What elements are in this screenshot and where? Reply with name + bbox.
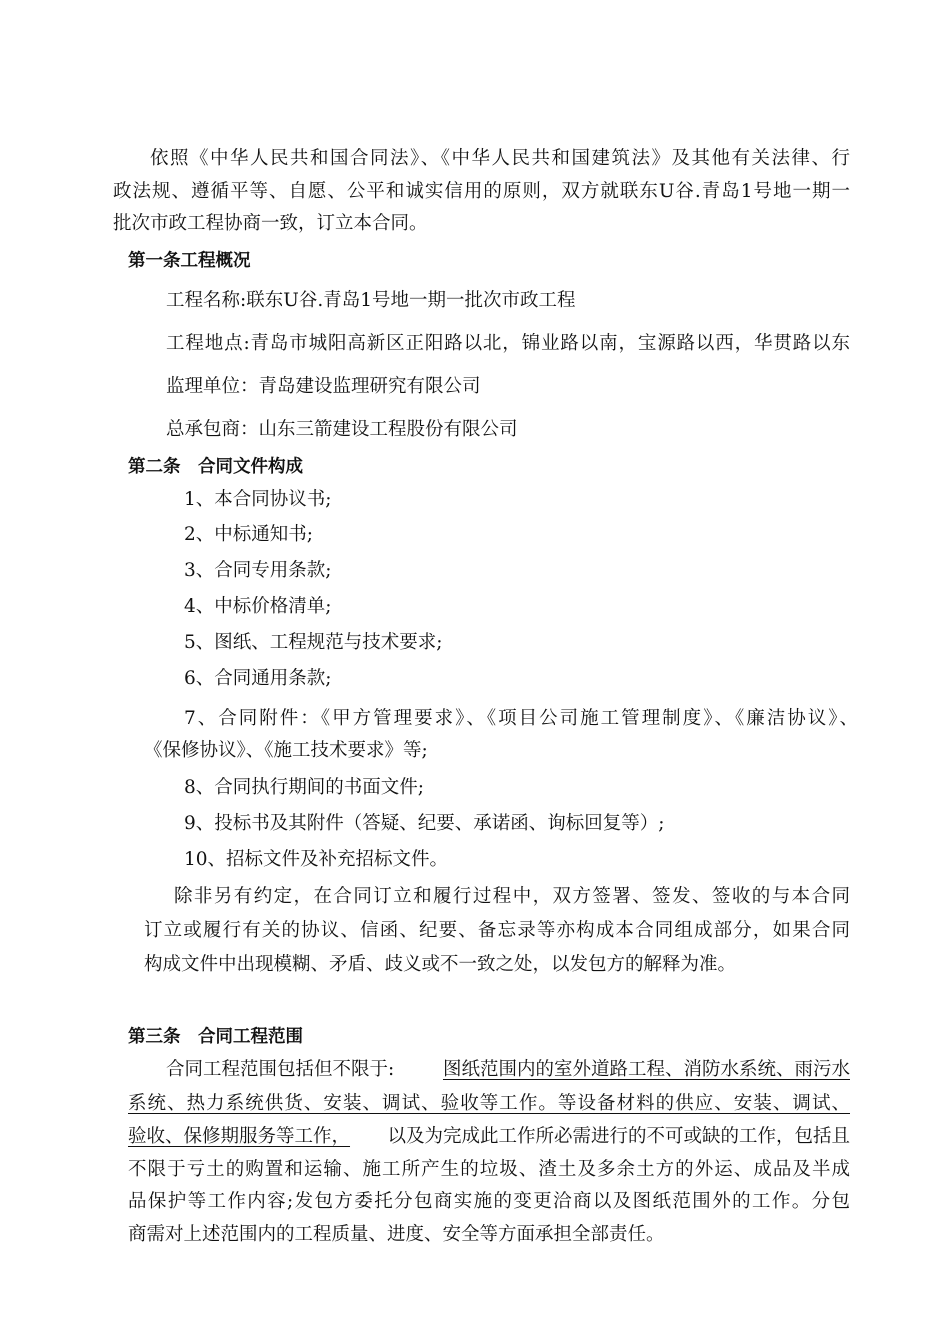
project-location: 工程地点:青岛市城阳高新区正阳路以北，锦业路以南，宝源路以西，华贯路以东: [166, 333, 850, 354]
article-2-para-line-2: 订立或履行有关的协议、信函、纪要、备忘录等亦构成本合同组成部分，如果合同: [144, 920, 850, 941]
scope-underlined: 图纸范围内的室外道路工程、消防水系统、雨污水: [442, 1059, 850, 1080]
general-contractor: 总承包商：山东三箭建设工程股份有限公司: [166, 419, 518, 440]
list-item: 3、合同专用条款;: [184, 560, 332, 581]
article-1-heading: 第一条工程概况: [128, 251, 251, 271]
scope-line-6: 商需对上述范围内的工程质量、进度、安全等方面承担全部责任。: [128, 1224, 665, 1245]
list-item: 2、中标通知书;: [184, 524, 314, 545]
scope-underlined: 验收、保修期服务等工作，: [128, 1126, 351, 1147]
scope-line-3: [128, 1124, 850, 1150]
list-item: 5、图纸、工程规范与技术要求;: [184, 632, 443, 653]
list-item: 6、合同通用条款;: [184, 668, 332, 689]
list-item: 8、合同执行期间的书面文件;: [184, 777, 425, 798]
list-item: 4、中标价格清单;: [184, 596, 332, 617]
scope-line-1: [166, 1057, 850, 1083]
intro-line-2: 政法规、遵循平等、自愿、公平和诚实信用的原则，双方就联东U谷.青岛1号地一期一: [113, 181, 850, 202]
project-name: 工程名称:联东U谷.青岛1号地一期一批次市政工程: [166, 290, 576, 311]
list-item: 9、投标书及其附件（答疑、纪要、承诺函、询标回复等）;: [184, 813, 665, 834]
list-item: 1、本合同协议书;: [184, 489, 332, 510]
intro-line-3: 批次市政工程协商一致，订立本合同。: [113, 213, 428, 234]
article-3-heading: 第三条 合同工程范围: [128, 1027, 303, 1047]
article-2-heading: 第二条 合同文件构成: [128, 457, 303, 477]
scope-line-2: 系统、热力系统供货、安装、调试、验收等工作。等设备材料的供应、安装、调试、: [128, 1093, 850, 1114]
article-2-para-line-1: 除非另有约定，在合同订立和履行过程中，双方签署、签发、签收的与本合同: [174, 886, 850, 907]
intro-line-1: 依照《中华人民共和国合同法》、《中华人民共和国建筑法》及其他有关法律、行: [150, 148, 850, 169]
scope-line-4: 不限于亏土的购置和运输、施工所产生的垃圾、渣土及多余土方的外运、成品及半成: [128, 1159, 850, 1180]
list-item-7-cont: 《保修协议》、《施工技术要求》等;: [144, 740, 428, 761]
scope-intro: 合同工程范围包括但不限于:: [166, 1059, 395, 1080]
scope-text: 以及为完成此工作所必需进行的不可或缺的工作，包括且: [387, 1126, 850, 1147]
list-item-7: 7、合同附件：《甲方管理要求》、《项目公司施工管理制度》、《廉洁协议》、: [184, 708, 858, 729]
list-item: 10、招标文件及补充招标文件。: [184, 849, 449, 870]
scope-line-5: 品保护等工作内容;发包方委托分包商实施的变更洽商以及图纸范围外的工作。分包: [128, 1191, 850, 1212]
supervision-unit: 监理单位：青岛建设监理研究有限公司: [166, 376, 481, 397]
article-2-para-line-3: 构成文件中出现模糊、矛盾、歧义或不一致之处，以发包方的解释为准。: [144, 954, 737, 975]
